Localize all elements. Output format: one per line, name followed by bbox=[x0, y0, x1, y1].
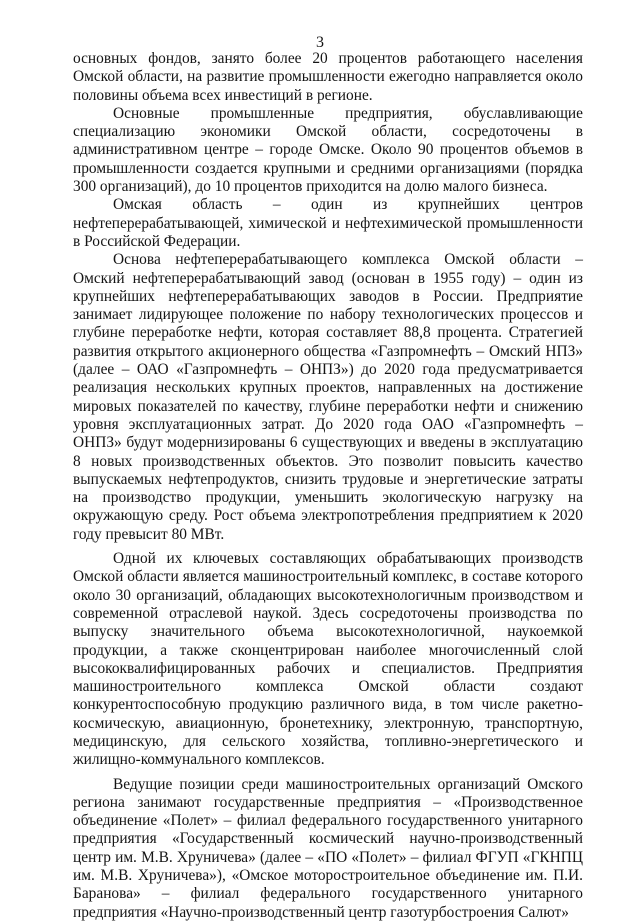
paragraph-leading-enterprises: Ведущие позиции среди машиностроительных организаций Омского региона занимают государственные предприятия – «Производственное объединение «Полет» – филиал федерального государственного унитарного предприятия «Государственный космический научно-производственный центр им. М.В. Хруничева» (далее – «ПО «Полет» – филиал ФГУП «ГКНПЦ им. М.В. Хруничева»), «Омское моторостроительное объединение им. П.И. Баранова» – филиал федерального государственного унитарного предприятия «Научно-производственный центр газотурбостроения Салют» bbox=[73, 775, 583, 921]
page-number: 3 bbox=[316, 34, 324, 51]
paragraph-industrial-enterprises: Основные промышленные предприятия, обуславливающие специализацию экономики Омской области, сосредоточены в административном центре – городе Омске. Около 90 процентов объемов в промышленности создается крупными и средними организациями (порядка 300 организаций), до 10 процентов приходится на долю малого бизнеса. bbox=[73, 104, 583, 196]
paragraph-oil-refining-center: Омская область – один из крупнейших центров нефтеперерабатывающей, химической и нефтехимической промышленности в Российской Федерации. bbox=[73, 196, 583, 250]
paragraph-machine-building-complex: Одной их ключевых составляющих обрабатывающих производств Омской области является машиностроительный комплекс, в составе которого около 30 организаций, обладающих высокотехнологичным производством и современной отраслевой наукой. Здесь сосредоточены производства по выпуску значительного объема высокотехнологичной, наукоемкой продукции, а также сконцентрирован наиболее многочисленный слой высококвалифицированных рабочих и специалистов. Предприятия машиностроительного комплекса Омской области создают конкурентоспособную продукцию различного вида, в том числе ракетно-космическую, авиационную, бронетехнику, электронную, транспортную, медицинскую, для сельского хозяйства, топливно-энергетического и жилищно-коммунального комплексов. bbox=[73, 550, 583, 769]
paragraph-omsk-refinery: Основа нефтеперерабатывающего комплекса Омской области – Омский нефтеперерабатывающий завод (основан в 1955 году) – один из крупнейших нефтеперерабатывающих заводов в России. Предприятие занимает лидирующее положение по набору технологических процессов и глубине переработке нефти, которая составляет 88,8 процента. Стратегией развития открытого акционерного общества «Газпромнефть – Омский НПЗ» (далее – ОАО «Газпромнефть – ОНПЗ») до 2020 года предусматривается реализация нескольких крупных проектов, направленных на достижение мировых показателей по качеству, глубине переработки нефти и снижению уровня эксплуатационных затрат. До 2020 года ОАО «Газпромнефть – ОНПЗ» будут модернизированы 6 существующих и введены в эксплуатацию 8 новых производственных объектов. Это позволит повысить качество выпускаемых нефтепродуктов, снизить трудовые и энергетические затраты на производство продукции, уменьшить экологическую нагрузку на окружающую среду. Рост объема электропотребления предприятием к 2020 году превысит 80 МВт. bbox=[73, 251, 583, 543]
paragraph-fixed-assets-continuation: основных фондов, занято более 20 процентов работающего населения Омской области, на развитие промышленности ежегодно направляется около половины объема всех инвестиций в регионе. bbox=[73, 50, 583, 104]
body-text bbox=[73, 50, 583, 922]
